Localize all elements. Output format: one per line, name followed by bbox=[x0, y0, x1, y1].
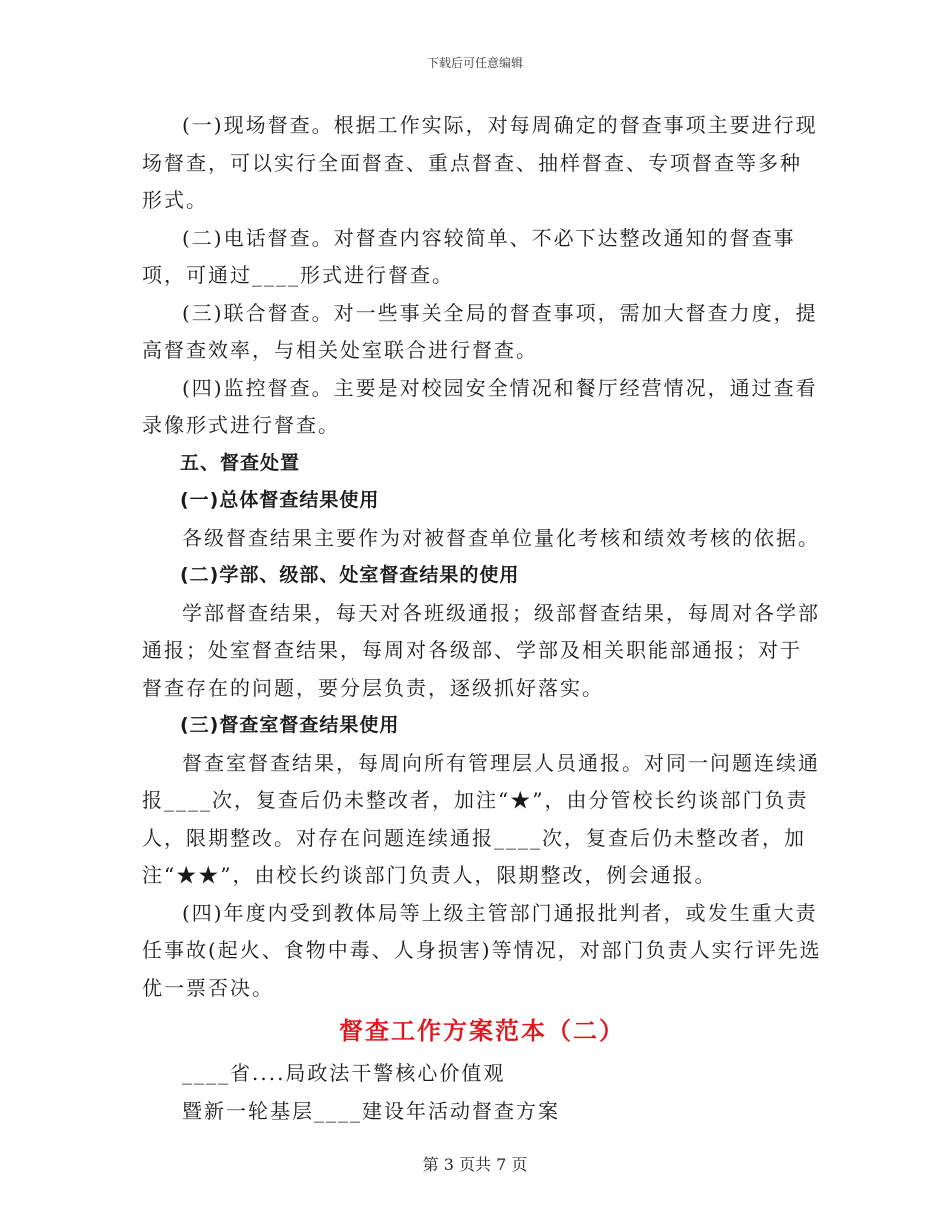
page-footer: 第 3 页共 7 页 bbox=[422, 1155, 528, 1174]
subsection-heading: (三)督查室督查结果使用 bbox=[180, 714, 400, 736]
tail-line: ____省....局政法干警核心价值观 bbox=[182, 1061, 506, 1085]
section-heading: 五、督查处置 bbox=[180, 451, 301, 474]
subsection-text: 学部督查结果，每天对各班级通报；级部督查结果，每周对各学部通报；处室督查结果，每周对各级部、学部及相关职能部通报；对于督查存在的问题，要分层负责，逐级抓好落实。 bbox=[142, 600, 820, 700]
paragraph-joint-inspection: (三)联合督查。对一些事关全局的督查事项，需加大督查力度，提高督查效率，与相关处室联合进行督查。 bbox=[142, 300, 818, 362]
paragraph-onsite-inspection: (一)现场督查。根据工作实际，对每周确定的督查事项主要进行现场督查，可以实行全面督查、重点督查、抽样督查、专项督查等多种形式。 bbox=[142, 113, 818, 212]
tail-line: 暨新一轮基层____建设年活动督查方案 bbox=[182, 1098, 560, 1123]
document-title: 督查工作方案范本（二） bbox=[339, 1017, 625, 1045]
paragraph-monitor-inspection: (四)监控督查。主要是对校园安全情况和餐厅经营情况，通过查看录像形式进行督查。 bbox=[142, 375, 818, 437]
subsection-text: 各级督查结果主要作为对被督查单位量化考核和绩效考核的依据。 bbox=[182, 525, 820, 550]
subsection-heading: (一)总体督查结果使用 bbox=[180, 489, 380, 511]
subsection-text: 督查室督查结果，每周向所有管理层人员通报。对同一问题连续通报____次，复查后仍未整改者，加注“★”，由分管校长约谈部门负责人，限期整改。对存在问题连续通报____次，复查后仍未整改者，加注“★★”，由校长约谈部门负责人，限期整改，例会通报。 bbox=[142, 750, 820, 887]
subsection-text: (四)年度内受到教体局等上级主管部门通报批判者，或发生重大责任事故(起火、食物中毒、人身损害)等情况，对部门负责人实行评先选优一票否决。 bbox=[142, 900, 822, 1000]
document-body bbox=[142, 107, 822, 1130]
header-note: 下载后可任意编辑 bbox=[426, 56, 523, 70]
paragraph-phone-inspection: (二)电话督查。对督查内容较简单、不必下达整改通知的督查事项，可通过____形式进行督查。 bbox=[142, 225, 796, 287]
subsection-heading: (二)学部、级部、处室督查结果的使用 bbox=[180, 564, 520, 586]
